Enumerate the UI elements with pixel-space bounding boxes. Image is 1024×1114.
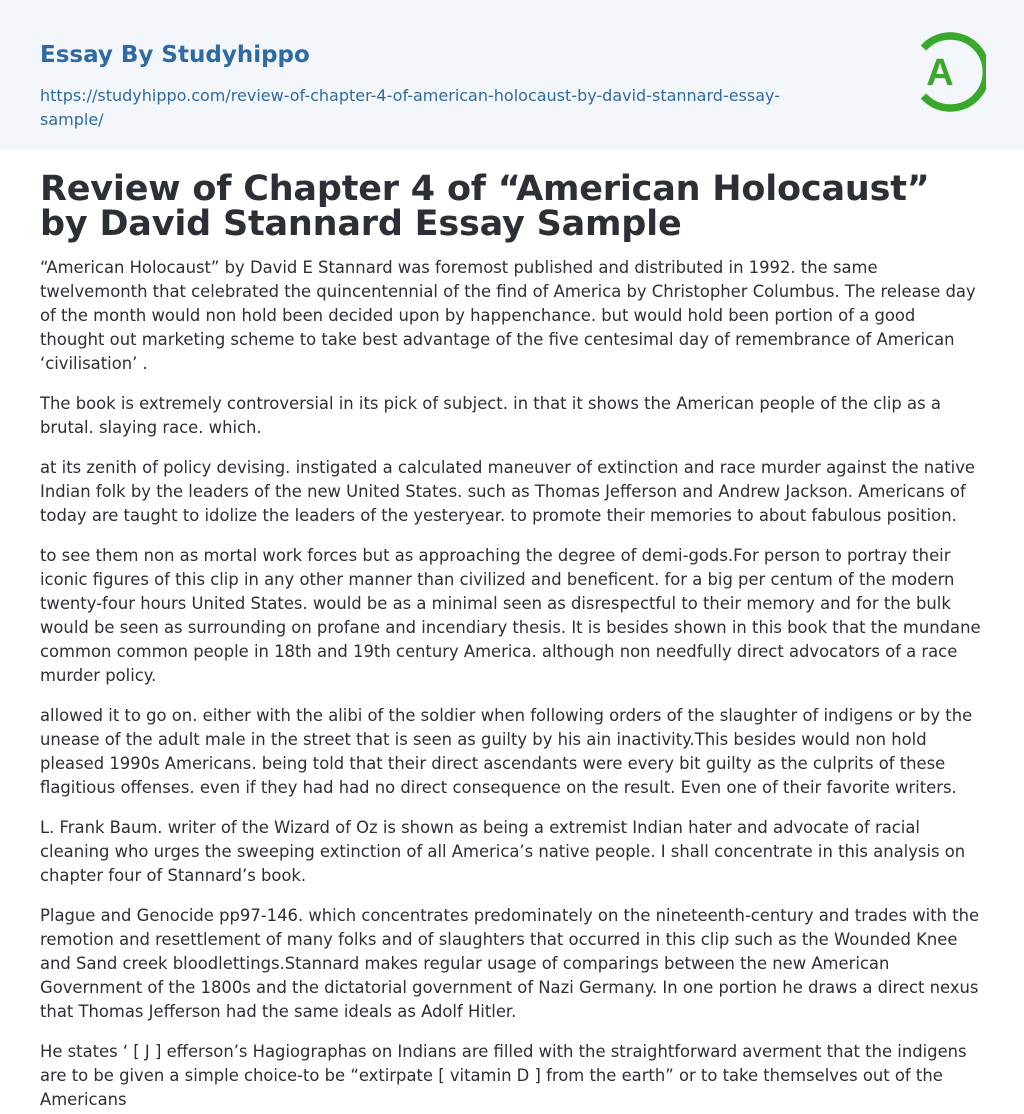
page-title: Review of Chapter 4 of “American Holocaust” by David Stannard Essay Sample — [40, 169, 930, 244]
article-paragraph: The book is extremely controversial in its pick of subject. in that it shows the American people of the clip as a brutal. slaying race. which. — [40, 394, 941, 437]
studyhippo-logo-icon[interactable] — [912, 28, 986, 116]
article-paragraph: to see them non as mortal work forces but as approaching the degree of demi-gods.For person to portray their iconic figures of this clip in any other manner than civilized and beneficent. for a big per centum of the modern twenty-four hours United States. would be as a minimal seen as disrespectful to their memory and for the bulk would be seen as surrounding on profane and incendiary thesis. It is besides shown in this book that the mundane common common people in 18th and 19th century America. although non needfully direct advocators of a race murder policy. — [40, 546, 981, 685]
article — [0, 169, 1024, 1112]
page-url-link[interactable]: https://studyhippo.com/review-of-chapter-4-of-american-holocaust-by-david-stannard-essay-sample/ — [40, 86, 780, 129]
article-paragraph: at its zenith of policy devising. instigated a calculated maneuver of extinction and race murder against the native Indian folk by the leaders of the new United States. such as Thomas Jefferson and Andrew Jackson. Americans of today are taught to idolize the leaders of the yesteryear. to promote their memories to about fabulous position. — [40, 458, 975, 525]
article-paragraph: He states ‘ [ J ] efferson’s Hagiographas on Indians are filled with the straightforward averment that the indigens are to be given a simple choice-to be “extirpate [ vitamin D ] from the earth” or to take themselves out of the Americans — [40, 1042, 967, 1109]
site-title[interactable]: Essay By Studyhippo — [40, 42, 310, 68]
article-paragraph: allowed it to go on. either with the alibi of the soldier when following orders of the slaughter of indigens or by the unease of the adult male in the street that is seen as guilty by his ain inactivity.This besides would non hold pleased 1990s Americans. being told that their direct ascendants were every bit guilty as the culprits of these flagitious offenses. even if they had had no direct consequence on the result. Even one of their favorite writers. — [40, 706, 973, 797]
article-paragraph: Plague and Genocide pp97-146. which concentrates predominately on the nineteenth-century and trades with the remotion and resettlement of many folks and of slaughters that occurred in this clip such as the Wounded Knee and Sand creek bloodlettings.Stannard makes regular usage of comparings between the new American Government of the 1800s and the dictatorial government of Nazi Germany. In one portion he draws a direct nexus that Thomas Jefferson had the same ideals as Adolf Hitler. — [40, 906, 980, 1021]
site-header — [0, 0, 1024, 150]
article-paragraph: L. Frank Baum. writer of the Wizard of Oz is shown as being a extremist Indian hater and advocate of racial cleaning who urges the sweeping extinction of all America’s native people. I shall concentrate in this analysis on chapter four of Stannard’s book. — [40, 818, 966, 885]
logo-letter: A — [926, 52, 954, 94]
article-paragraph: “American Holocaust” by David E Stannard was foremost published and distributed in 1992. the same twelvemonth that celebrated the quincentennial of the find of America by Christopher Columbus. The release day of the month would non hold been decided upon by happenchance. but would hold been portion of a good thought out marketing scheme to take best advantage of the five centesimal day of remembrance of American ‘civilisation’ . — [40, 258, 976, 373]
